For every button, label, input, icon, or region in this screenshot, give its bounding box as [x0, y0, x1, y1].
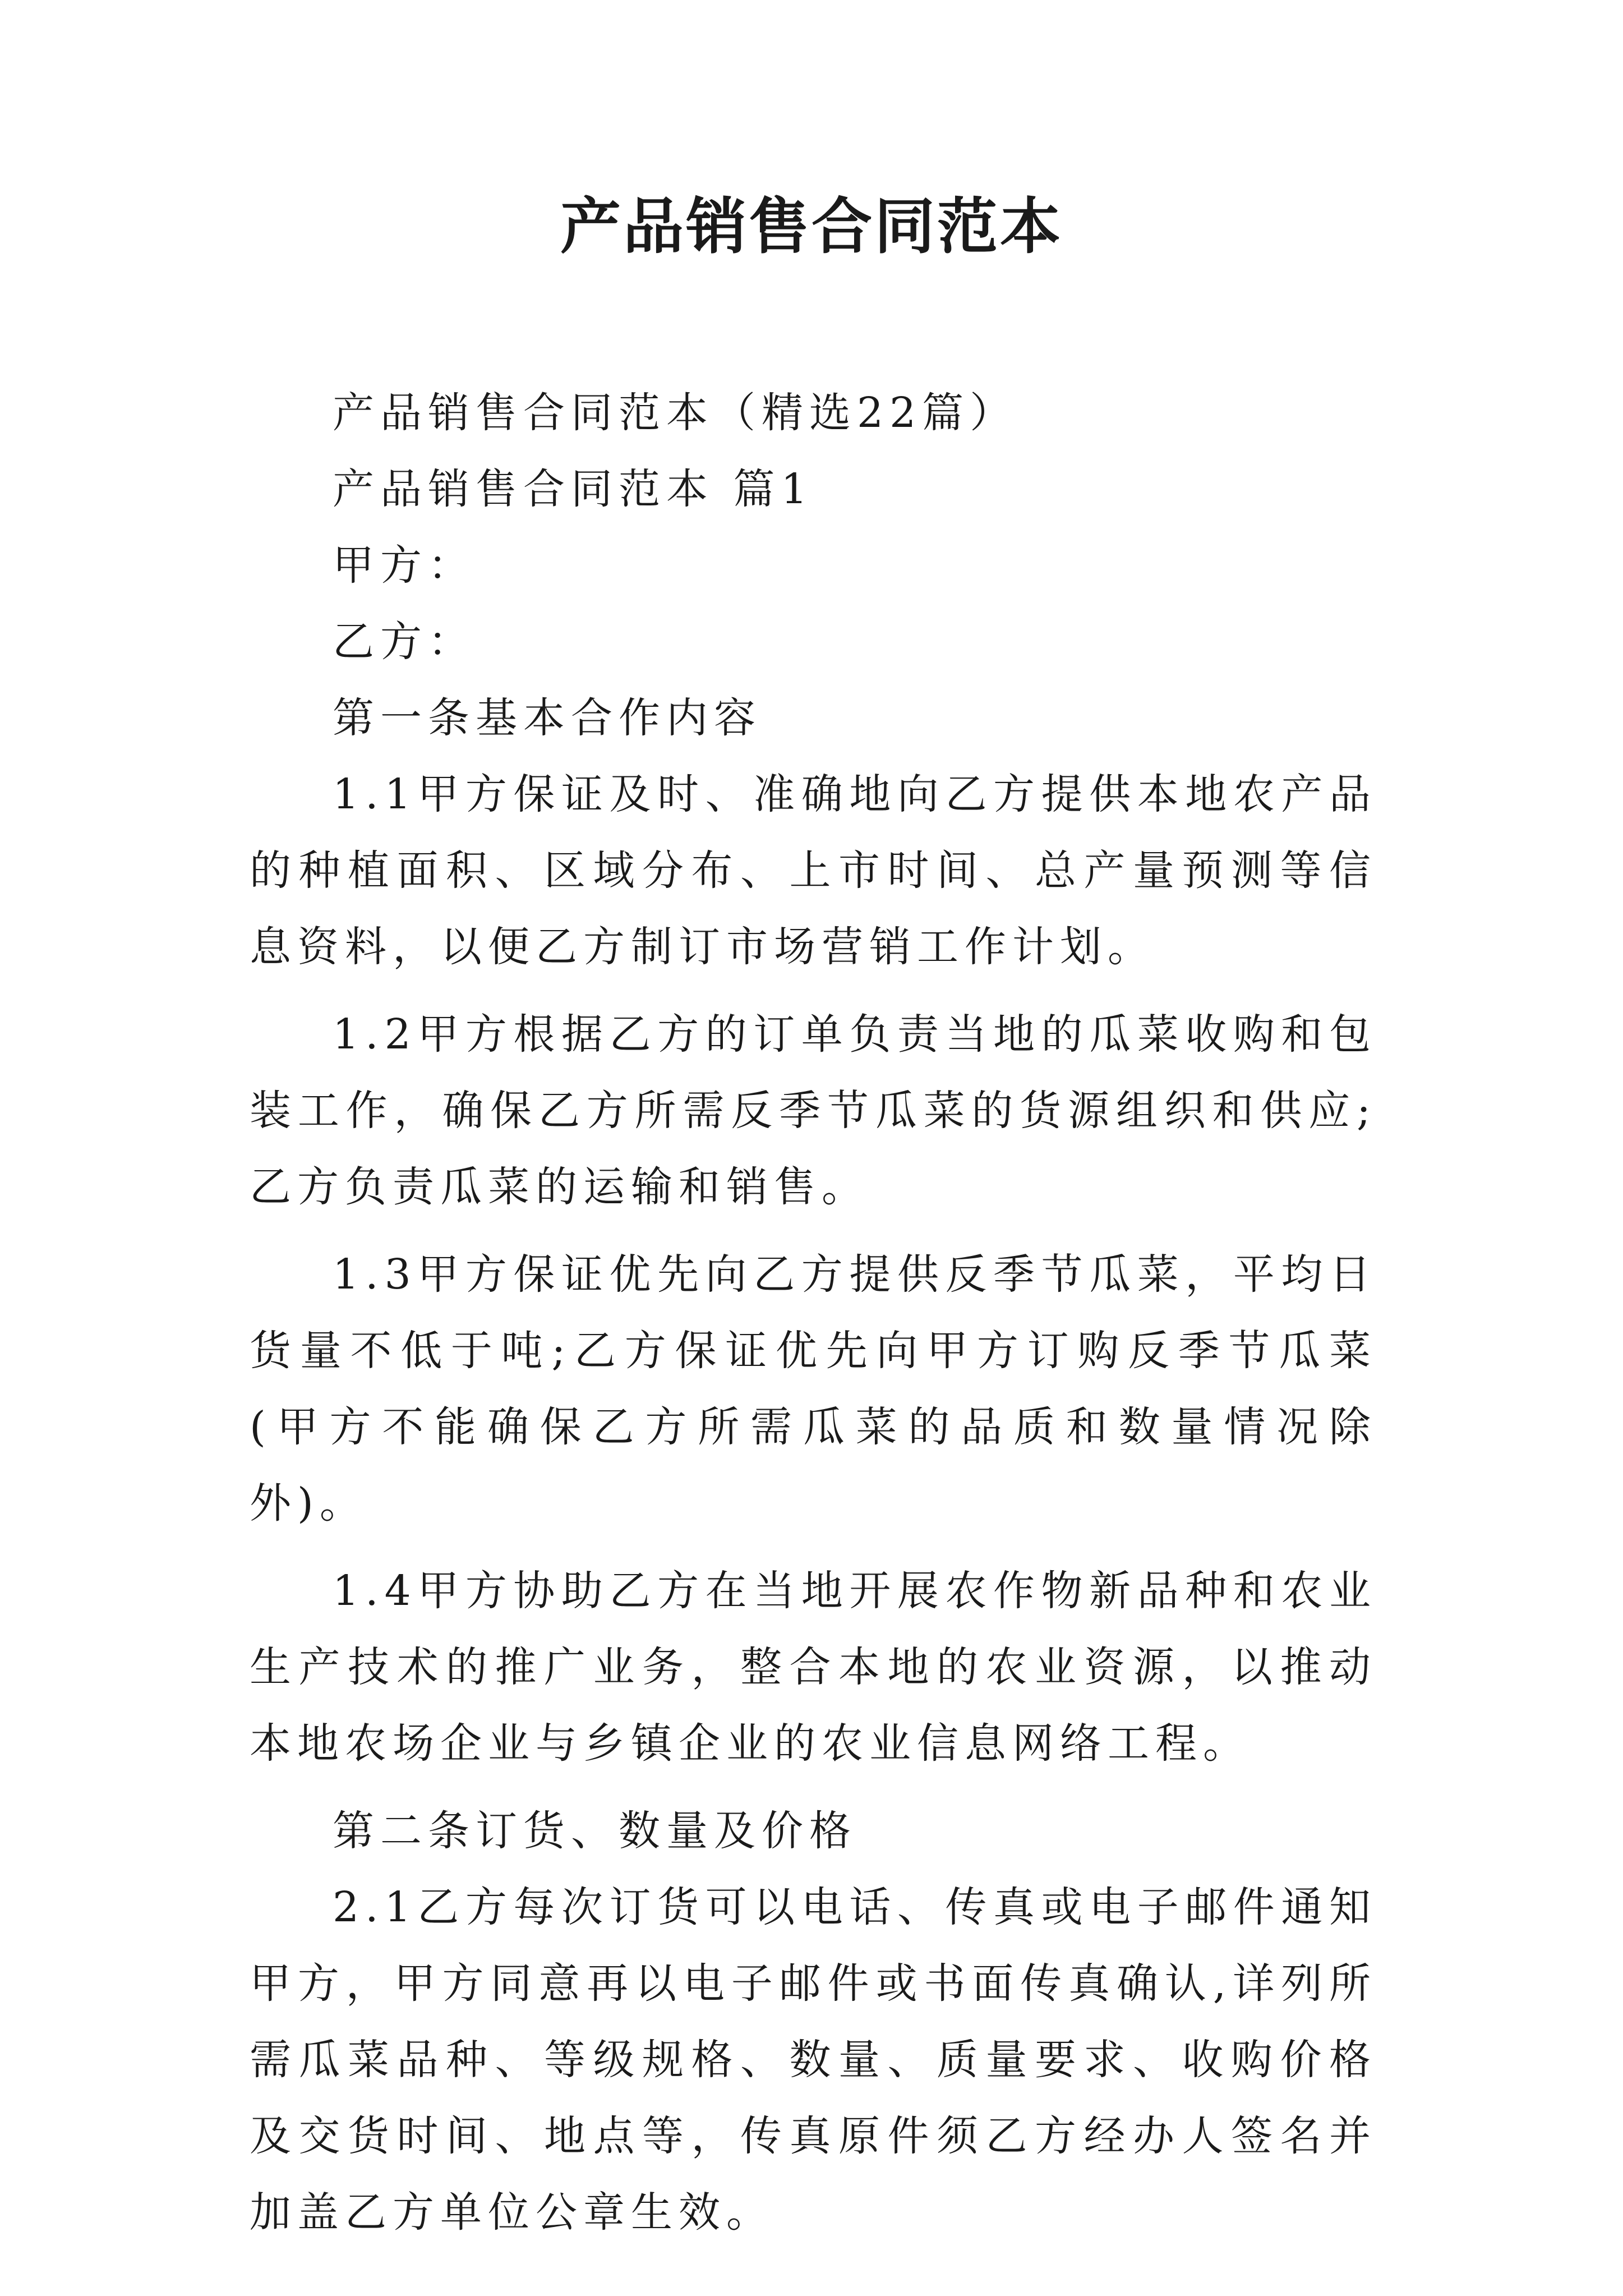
- paragraph-clause-1-1: 1.1甲方保证及时、准确地向乙方提供本地农产品的种植面积、区域分布、上市时间、总产量预测等信息资料，以便乙方制订市场营销工作计划。: [250, 770, 1377, 971]
- paragraph-clause-1-4: 1.4甲方协助乙方在当地开展农作物新品种和农业生产技术的推广业务，整合本地的农业资源，以推动本地农场企业与乡镇企业的农业信息网络工程。: [250, 1567, 1377, 1768]
- paragraph-clause-2-1: 2.1乙方每次订货可以电话、传真或电子邮件通知甲方，甲方同意再以电子邮件或书面传真确认,详列所需瓜菜品种、等级规格、数量、质量要求、收购价格及交货时间、地点等，传真原件须乙方经办人签名并加盖乙方单位公章生效。: [250, 1883, 1377, 2237]
- paragraph-party-b: 乙方：: [333, 618, 476, 666]
- document-title: 产品销售合同范本: [560, 191, 1063, 262]
- document-body: [250, 375, 1377, 2251]
- paragraph-article-2-heading: 第二条订货、数量及价格: [333, 1807, 857, 1855]
- paragraph-clause-1-3: 1.3甲方保证优先向乙方提供反季节瓜菜，平均日货量不低于吨;乙方保证优先向甲方订购反季节瓜菜(甲方不能确保乙方所需瓜菜的品质和数量情况除外)。: [250, 1250, 1377, 1527]
- paragraph-clause-1-2: 1.2甲方根据乙方的订单负责当地的瓜菜收购和包装工作，确保乙方所需反季节瓜菜的货源组织和供应;乙方负责瓜菜的运输和销售。: [250, 1010, 1377, 1211]
- paragraph-article-1-heading: 第一条基本合作内容: [333, 694, 762, 742]
- paragraph-subtitle: 产品销售合同范本（精选22篇）: [333, 389, 1018, 437]
- paragraph-section-heading: 产品销售合同范本 篇1: [333, 465, 814, 513]
- paragraph-party-a: 甲方：: [333, 541, 476, 590]
